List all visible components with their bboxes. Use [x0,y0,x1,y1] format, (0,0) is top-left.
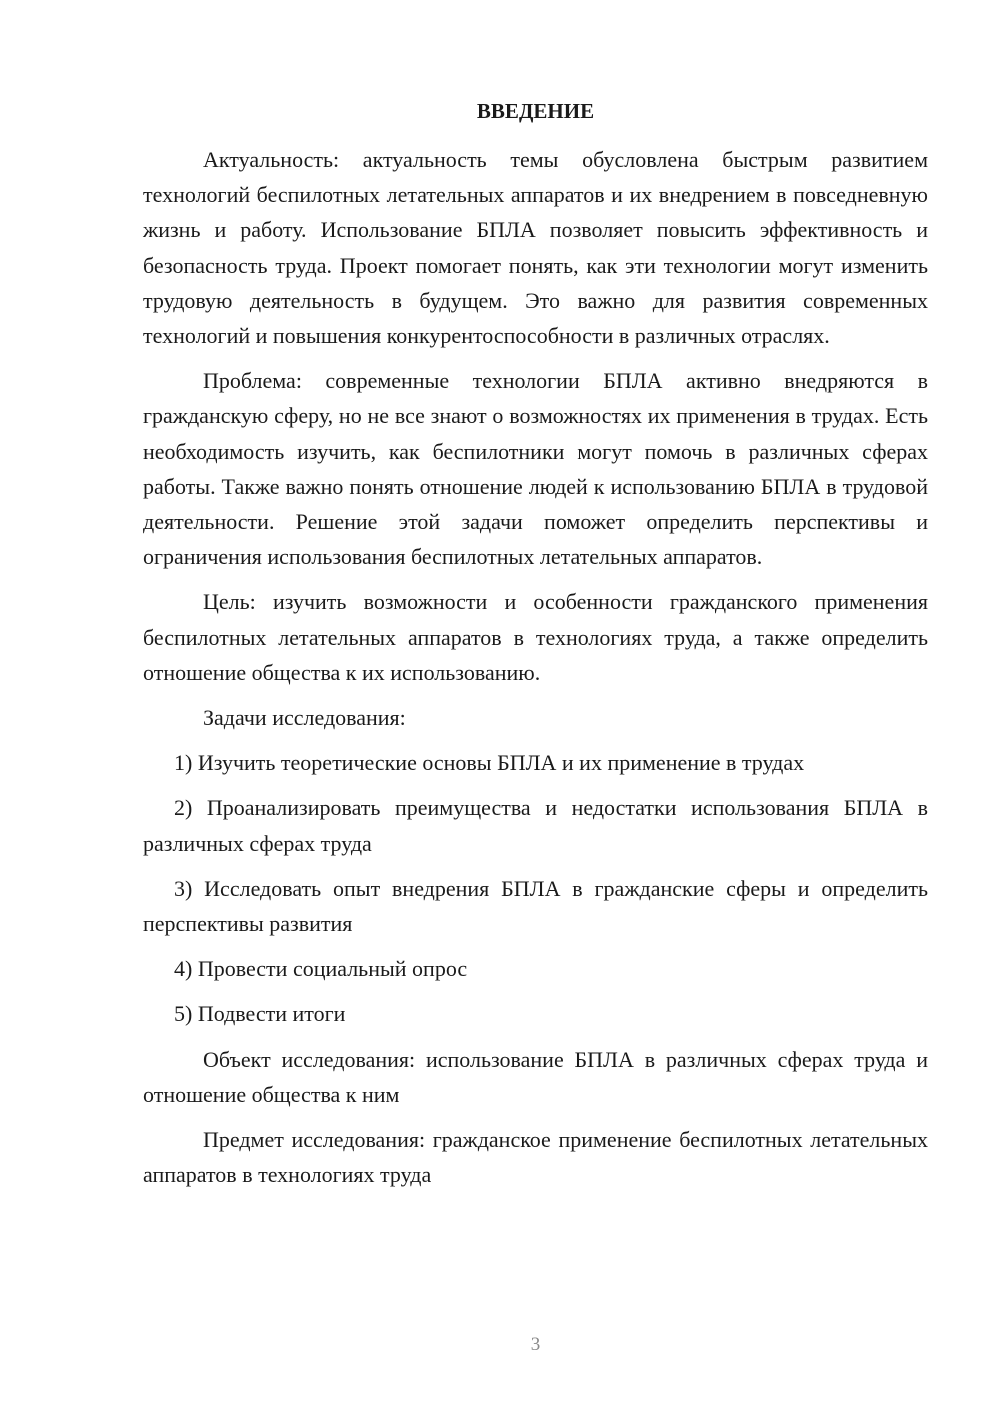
task-item-2: 2) Проанализировать преимущества и недостатки использования БПЛА в различных сферах труда [143,795,928,856]
document-body [143,142,928,1202]
paragraph-relevance: Актуальность: актуальность темы обусловлена быстрым развитием технологий беспилотных летательных аппаратов и их внедрением в повседневную жизнь и работу. Использование БПЛА позволяет повысить эффективность и безопасность труда. Проект помогает понять, как эти технологии могут изменить трудовую деятельность в будущем. Это важно для развития современных технологий и повышения конкурентоспособности в различных отраслях. [143,147,928,349]
page-number: 3 [530,1334,541,1355]
paragraph-problem: Проблема: современные технологии БПЛА активно внедряются в гражданскую сферу, но не все знают о возможностях их применения в трудах. Есть необходимость изучить, как беспилотники могут помочь в различных сферах работы. Также важно понять отношение людей к использованию БПЛА в трудовой деятельности. Решение этой задачи поможет определить перспективы и ограничения использования беспилотных летательных аппаратов. [143,368,928,570]
paragraph-research-object: Объект исследования: использование БПЛА в различных сферах труда и отношение общества к ним [143,1046,928,1107]
task-item-3: 3) Исследовать опыт внедрения БПЛА в гражданские сферы и определить перспективы развития [143,875,928,937]
paragraph-research-subject: Предмет исследования: гражданское применение беспилотных летательных аппаратов в технологиях труда [143,1127,928,1188]
page-title: ВВЕДЕНИЕ [476,99,595,123]
paragraph-goal: Цель: изучить возможности и особенности гражданского применения беспилотных летательных аппаратов в технологиях труда, а также определить отношение общества к их использованию. [143,589,928,685]
task-item-5: 5) Подвести итоги [174,1001,346,1027]
paragraph-tasks-heading: Задачи исследования: [203,705,406,731]
task-item-4: 4) Провести социальный опрос [174,956,468,982]
task-item-1: 1) Изучить теоретические основы БПЛА и их применение в трудах [174,750,805,776]
